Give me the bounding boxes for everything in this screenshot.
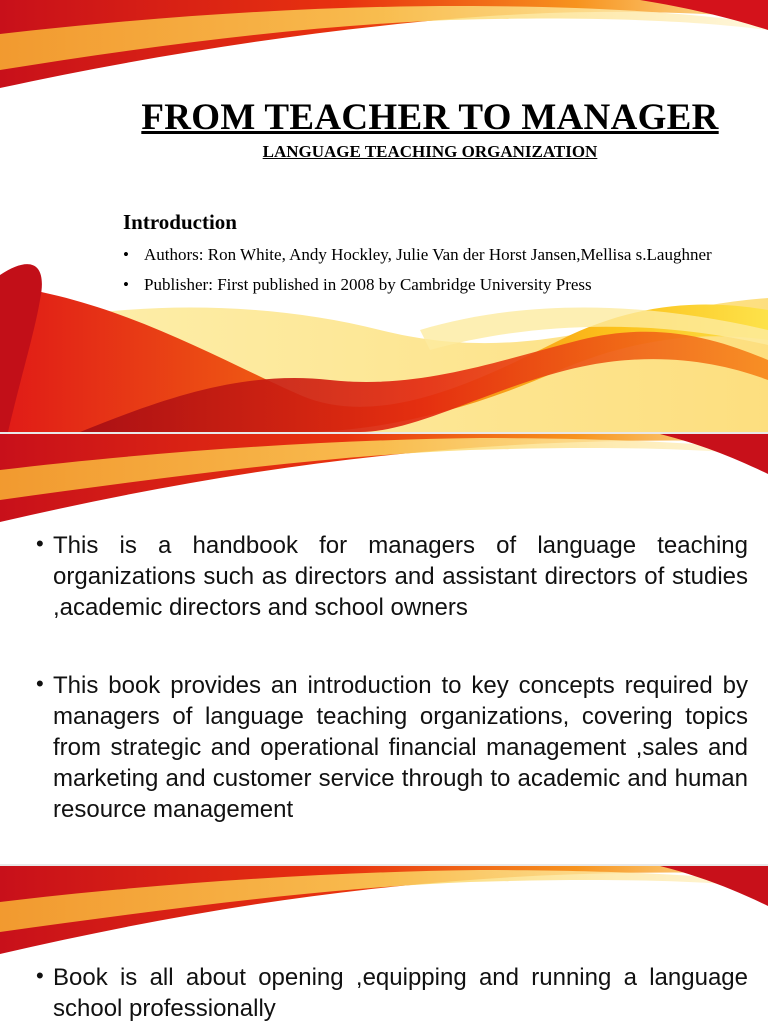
list-item (123, 244, 748, 266)
list-item (36, 670, 748, 825)
page-subtitle: LANGUAGE TEACHING ORGANIZATION (262, 142, 598, 161)
content-bullet-list (36, 530, 748, 864)
page-title: FROM TEACHER TO MANAGER (141, 97, 719, 138)
slide-3 (0, 866, 768, 1024)
list-item (36, 962, 748, 1024)
bullet-text-handbook: This is a handbook for managers of language teaching organizations such as directors and assistant directors of studies ,academic directors and school owners (53, 532, 748, 621)
bullet-icon: • (123, 275, 129, 294)
bullet-text-authors: Authors: Ron White, Andy Hockley, Julie Van der Horst Jansen,Mellisa s.Laughner (144, 245, 712, 264)
slide-1 (0, 0, 768, 432)
intro-bullet-list (123, 244, 748, 304)
bullet-text-concepts: This book provides an introduction to key concepts required by managers of language teaching organizations, covering topics from strategic and operational financial management ,sales and marketing and customer service through to academic and human resource management (53, 672, 748, 823)
swoosh-decoration-bottom (0, 0, 768, 432)
bullet-icon: • (36, 531, 44, 556)
list-item (123, 274, 748, 296)
list-item (36, 530, 748, 623)
section-heading: Introduction (123, 210, 237, 234)
content-bullet-list (36, 962, 748, 1024)
bullet-icon: • (36, 963, 44, 988)
bullet-text-school: Book is all about opening ,equipping and running a language school professionally (53, 964, 748, 1022)
slide-2 (0, 434, 768, 864)
bullet-icon: • (123, 245, 129, 264)
bullet-text-publisher: Publisher: First published in 2008 by Cambridge University Press (144, 275, 592, 294)
bullet-icon: • (36, 671, 44, 696)
